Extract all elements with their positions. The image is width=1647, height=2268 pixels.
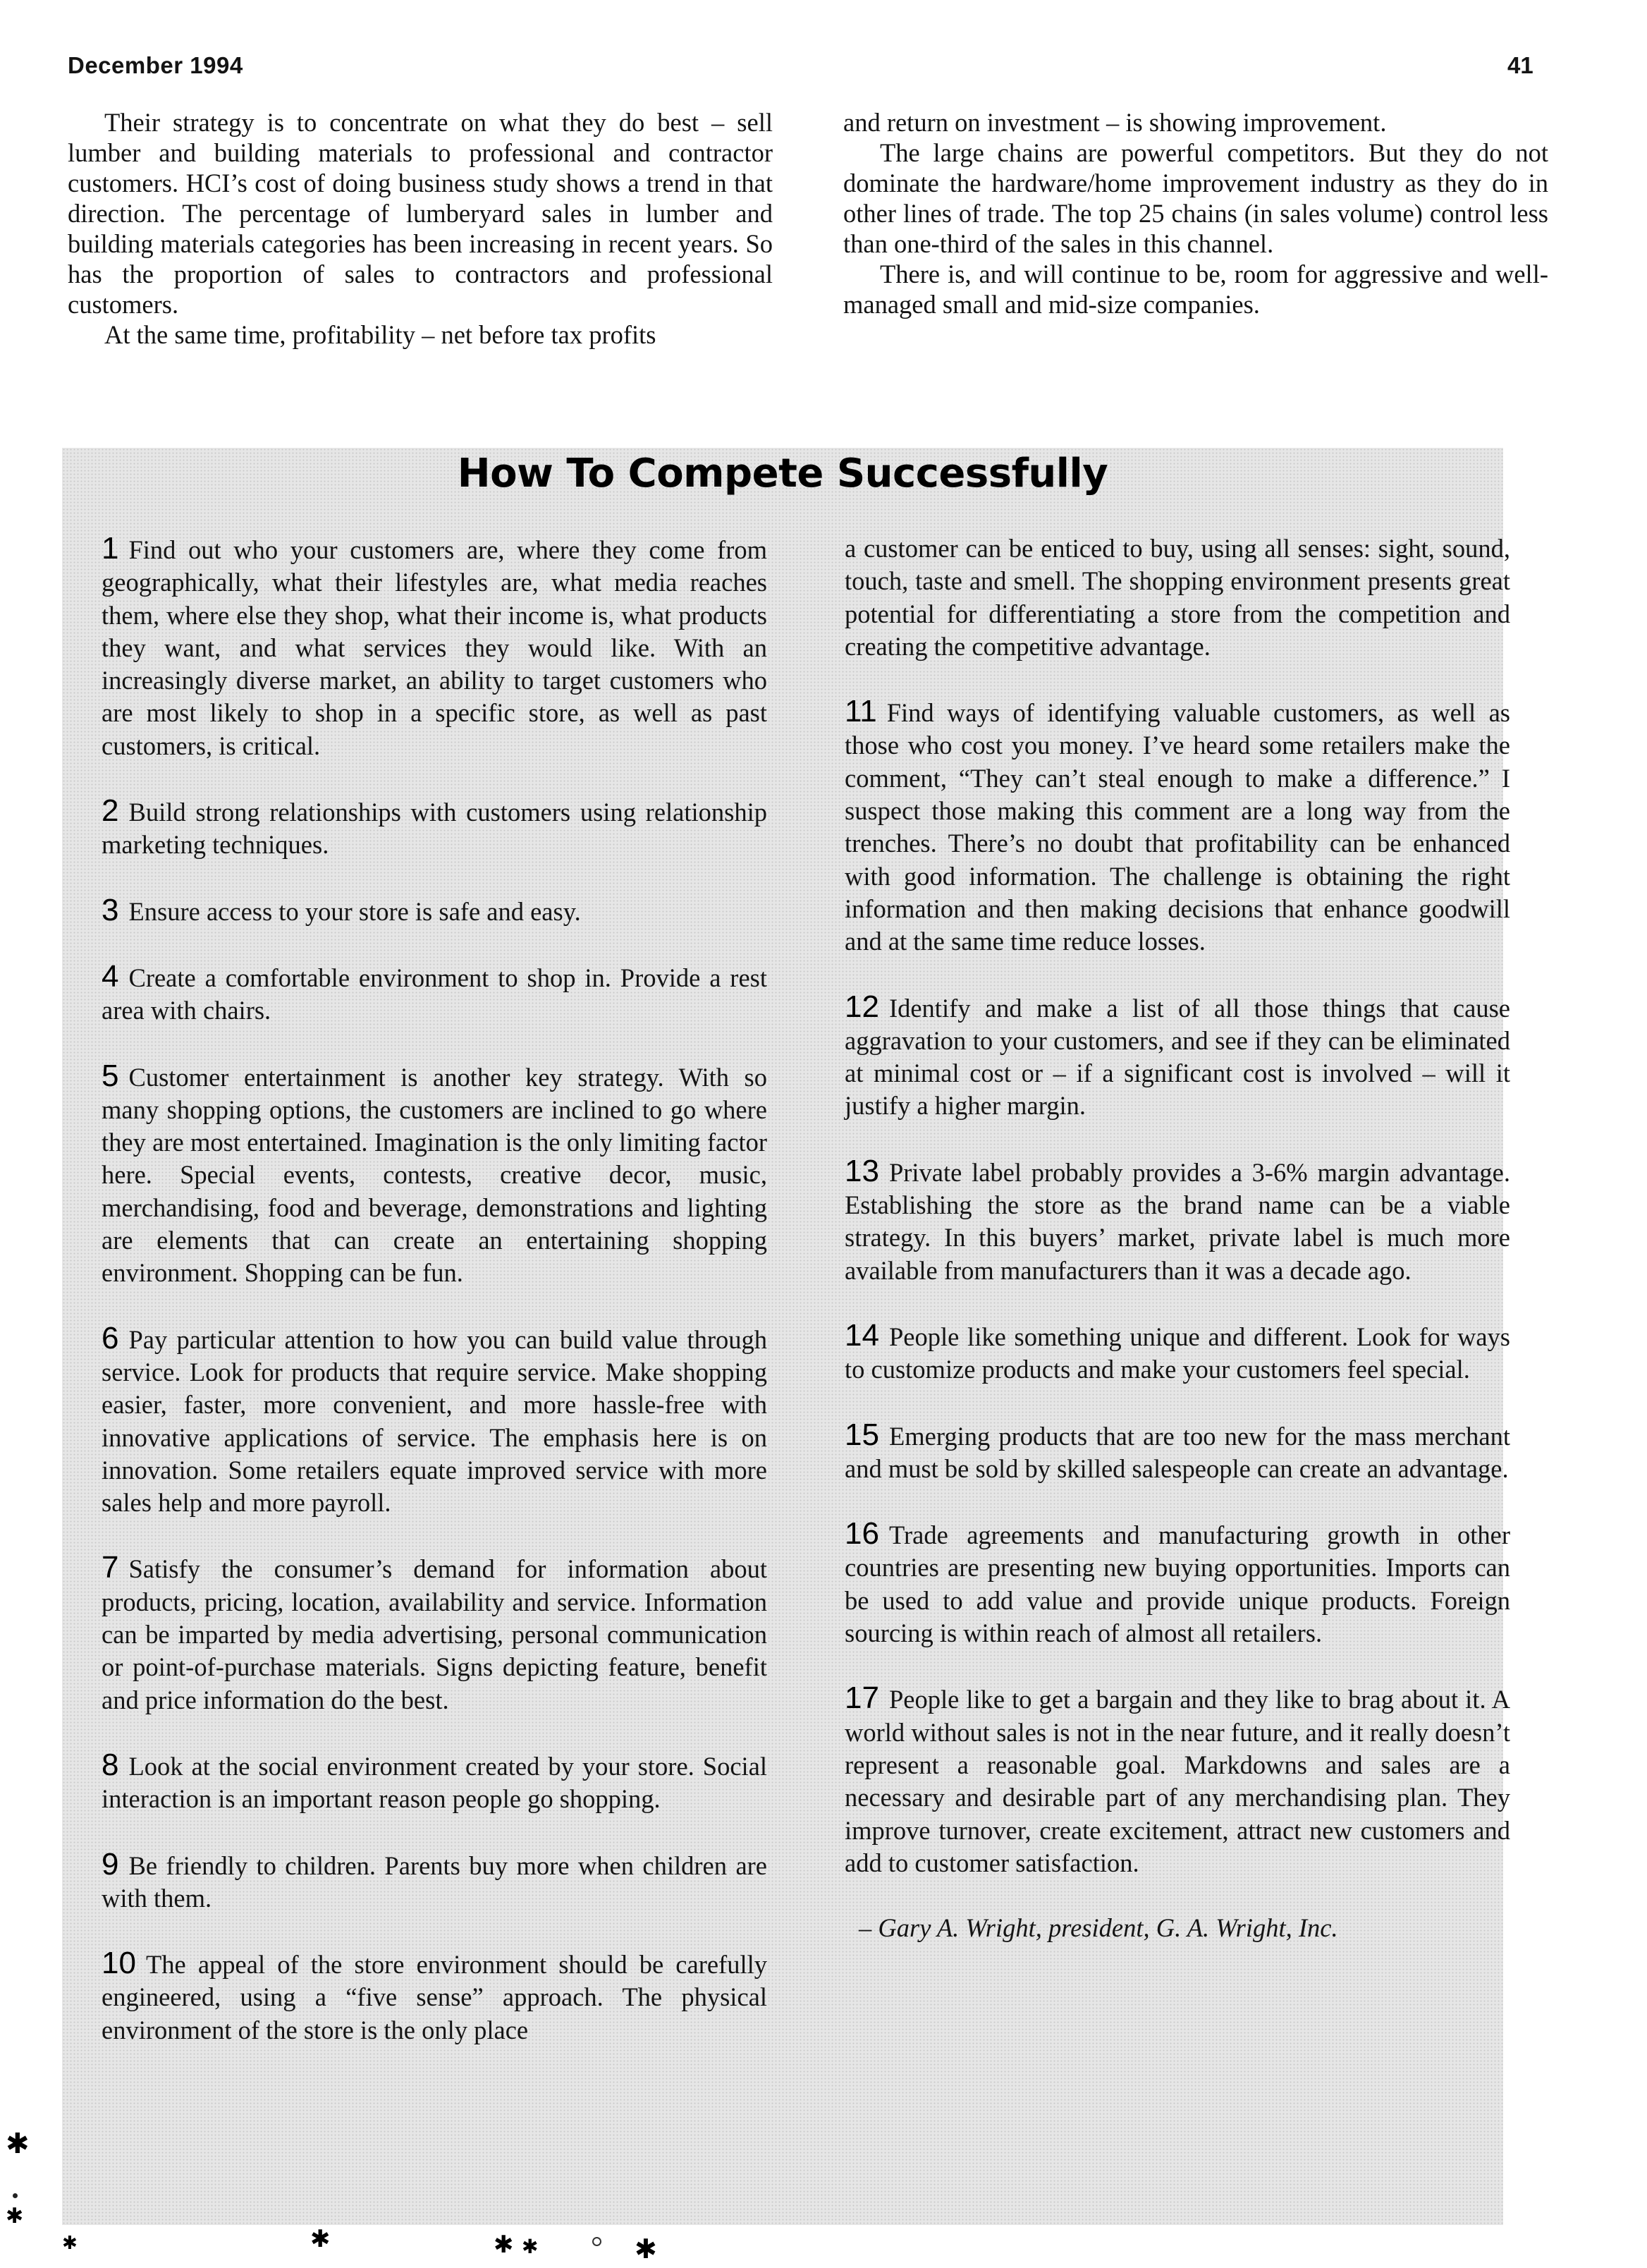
tip-number: 12 bbox=[845, 989, 879, 1024]
tip-text: Ensure access to your store is safe and easy. bbox=[128, 896, 581, 926]
tip-number: 11 bbox=[845, 694, 877, 729]
tip-item bbox=[845, 991, 1510, 1123]
tip-item bbox=[102, 795, 767, 862]
tip-text: Satisfy the consumer’s demand for information about products, pricing, location, availability and service. Information can be imparted by media advertising, personal communication or point-of-purchase materials. Signs depicting feature, benefit and price information do the best. bbox=[102, 1554, 767, 1714]
star-icon: ✱ bbox=[62, 2233, 78, 2254]
tip-item bbox=[845, 1319, 1510, 1386]
tip-item bbox=[102, 1848, 767, 1915]
star-icon: ✱ bbox=[635, 2233, 657, 2264]
tip-number: 5 bbox=[102, 1058, 119, 1093]
tip-text: Build strong relationships with customers using relationship marketing techniques. bbox=[102, 798, 767, 860]
tip-item bbox=[102, 958, 767, 1028]
tip-item bbox=[102, 1322, 767, 1520]
page-number: 41 bbox=[1507, 52, 1533, 78]
tip-item bbox=[102, 1551, 767, 1716]
tip-text: The appeal of the store environment should be carefully engineered, using a “five sense” approach. The physical environment of the store is the only place bbox=[102, 1950, 767, 2044]
tip-text: People like to get a bargain and they like to brag about it. A world without sales is not in the near future, and it really doesn’t represent a reasonable goal. Markdowns and sales are a necessary and desirable part of any merchandising plan. They improve turnover, create excitement, attract new customers and add to customer satisfaction. bbox=[845, 1685, 1510, 1877]
tip-item bbox=[102, 532, 767, 762]
tip-text: Private label probably provides a 3-6% margin advantage. Establishing the store as the brand name can be a viable strategy. In this buyers’ market, private label is much more available from manufacturers than it was a decade ago. bbox=[845, 1157, 1510, 1285]
page-date: December 1994 bbox=[68, 52, 243, 78]
tip-text: Customer entertainment is another key strategy. With so many shopping options, the customers are inclined to go where they are most entertained. Imagination is the only limiting factor here. Special events, contests, creative decor, music, merchandising, food and beverage, demonstrations and lighting are elements that can create an entertaining shopping environment. Shopping can be fun. bbox=[102, 1062, 767, 1288]
tip-item bbox=[102, 1060, 767, 1290]
tip-number: 13 bbox=[845, 1153, 879, 1188]
tip-number: 4 bbox=[102, 958, 119, 994]
tip-continuation: a customer can be enticed to buy, using all senses: sight, sound, touch, taste and smell. The shopping environment presents great potential for differentiating a store from the competition and creating the competitive advantage. bbox=[845, 534, 1510, 661]
intro-paragraph: Their strategy is to concentrate on what they do best – sell lumber and building materials to professional and contractor customers. HCI’s cost of doing business study shows a trend in that direction. The percentage of lumberyard sales in lumber and building materials categories has been increasing in recent years. So has the proportion of sales to contractors and professional customers. bbox=[68, 108, 773, 319]
tip-text: People like something unique and different. Look for ways to customize products and make your customers feel special. bbox=[845, 1322, 1510, 1384]
star-icon: ✱ bbox=[6, 2128, 30, 2160]
intro-paragraph: The large chains are powerful competitors. But they do not dominate the hardware/home improvement industry as they do in other lines of trade. The top 25 chains (in sales volume) control less than one-third of the sales in this channel. bbox=[843, 138, 1548, 258]
tip-number: 15 bbox=[845, 1417, 879, 1452]
tip-number: 3 bbox=[102, 892, 119, 927]
speck-dot bbox=[13, 2193, 18, 2198]
tip-item bbox=[845, 1155, 1510, 1287]
tips-sidebar bbox=[62, 448, 1510, 2225]
star-icon: ✱ bbox=[494, 2231, 514, 2259]
tip-text: Pay particular attention to how you can build value through service. Look for products that require service. Make shopping easier, faster, more convenient, and more hassle-free with innovative applications of service. The emphasis here is on innovation. Some retailers equate improved service with more sales help and more payroll. bbox=[102, 1324, 767, 1518]
sidebar-title: How To Compete Successfully bbox=[457, 451, 1108, 496]
tip-item bbox=[845, 1682, 1510, 1879]
tips-column-left bbox=[102, 532, 767, 2079]
tip-number: 2 bbox=[102, 793, 119, 829]
star-icon: ✱ bbox=[310, 2225, 331, 2253]
tip-text: Emerging products that are too new for the mass merchant and must be sold by skilled salespeople can create an advantage. bbox=[845, 1421, 1510, 1483]
tip-text: Find out who your customers are, where they come from geographically, what their lifestyles are, what media reaches them, where else they shop, what their income is, what products they want, and what services they would like. With an increasingly diverse market, an ability to target customers who are most likely to shop in a specific store, as well as past customers, is critical. bbox=[102, 535, 767, 760]
tip-text: Look at the social environment created by your store. Social interaction is an important reason people go shopping. bbox=[102, 1751, 767, 1814]
tip-text: Identify and make a list of all those things that cause aggravation to your customers, and see if they can be eliminated at minimal cost or – if a significant cost is involved – will it justify a higher margin. bbox=[845, 993, 1510, 1121]
tip-number: 10 bbox=[102, 1946, 136, 1981]
tip-number: 6 bbox=[102, 1320, 119, 1355]
tip-item bbox=[102, 1947, 767, 2047]
tip-number: 14 bbox=[845, 1317, 879, 1353]
tip-item bbox=[102, 894, 767, 928]
tip-text: Be friendly to children. Parents buy more when children are with them. bbox=[102, 1851, 767, 1913]
tip-item bbox=[845, 1419, 1510, 1486]
tip-number: 17 bbox=[845, 1681, 879, 1716]
tip-number: 16 bbox=[845, 1516, 879, 1551]
tip-number: 9 bbox=[102, 1846, 119, 1882]
tip-item bbox=[845, 695, 1510, 958]
star-icon: ✱ bbox=[522, 2235, 539, 2258]
intro-paragraph: At the same time, profitability – net before tax profits bbox=[104, 320, 656, 349]
tips-column-right bbox=[845, 532, 1510, 1944]
intro-column-left bbox=[68, 107, 773, 350]
intro-paragraph-continuation: and return on investment – is showing improvement. bbox=[843, 108, 1387, 137]
tip-text: Trade agreements and manufacturing growth in other countries are presenting new buying opportunities. Imports can be used to add value and provide unique products. Foreign sourcing is within reach of almost all retailers. bbox=[845, 1520, 1510, 1648]
intro-paragraph: There is, and will continue to be, room for aggressive and well-managed small and mid-size companies. bbox=[843, 260, 1548, 319]
tip-item bbox=[102, 1749, 767, 1816]
star-icon: ✱ bbox=[6, 2204, 24, 2229]
intro-column-right bbox=[843, 107, 1548, 319]
speck-ring bbox=[592, 2237, 601, 2246]
tip-text: Create a comfortable environment to shop in. Provide a rest area with chairs. bbox=[102, 963, 767, 1025]
tip-item bbox=[845, 1518, 1510, 1650]
tip-number: 7 bbox=[102, 1550, 119, 1585]
tip-number: 1 bbox=[102, 531, 119, 566]
tip-text: Find ways of identifying valuable customers, as well as those who cost you money. I’ve heard some retailers make the comment, “They can’t steal enough to make a difference.” I suspect those making this comment are a long way from the trenches. There’s no doubt that profitability can be enhanced with good information. The challenge is obtaining the right information and then making decisions that enhance goodwill and at the same time reduce losses. bbox=[845, 698, 1510, 956]
tip-number: 8 bbox=[102, 1747, 119, 1782]
author-signature: – Gary A. Wright, president, G. A. Wright, Inc. bbox=[859, 1913, 1338, 1943]
